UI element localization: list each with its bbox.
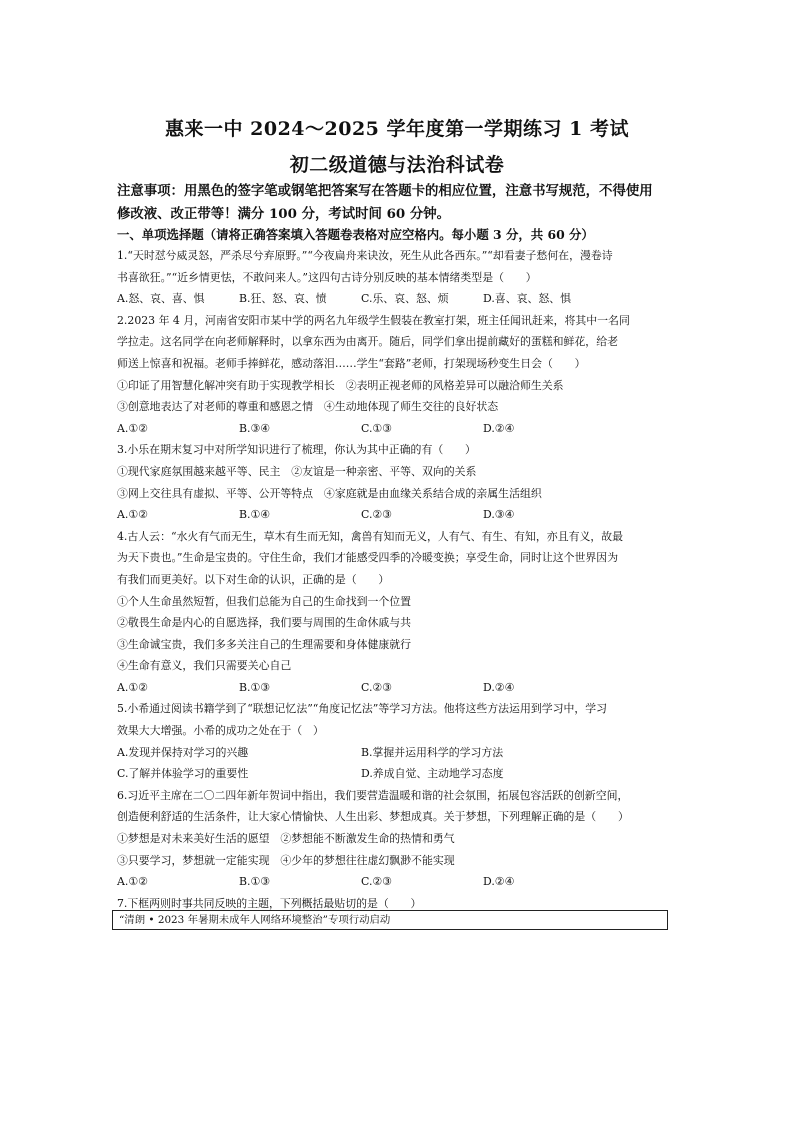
statement-line: ①个人生命虽然短暂，但我们总能为自己的生命找到一个位置 — [117, 594, 412, 608]
option-d: D.喜、哀、怒、惧 — [483, 292, 572, 306]
question-5 — [117, 698, 677, 784]
option-c: C.了解并体验学习的重要性 — [117, 767, 249, 781]
answer-options — [117, 871, 677, 893]
question-line: 3.小乐在期末复习中对所学知识进行了梳理，你认为其中正确的有（ ） — [117, 443, 476, 457]
section-heading: 一、单项选择题（请将正确答案填入答题卷表格对应空格内。每小题 3 分，共 60 分） — [117, 227, 594, 242]
exam-subtitle: 初二级道德与法治科试卷 — [289, 154, 505, 176]
statement-line: ①梦想是对未来美好生活的愿望 ②梦想能不断激发生命的热情和勇气 — [117, 832, 455, 846]
question-line: 2.2023 年 4 月，河南省安阳市某中学的两名九年级学生假装在教室打架，班主任闻讯赶来，将其中一名同 — [117, 313, 630, 327]
question-line: 师送上惊喜和祝福。老师手捧鲜花，感动落泪……学生“套路”老师，打架现场秒变生日会（ ） — [117, 356, 586, 370]
question-line: 5.小希通过阅读书籍学到了“联想记忆法”“角度记忆法”等学习方法。他将这些方法运用到学习中，学习 — [117, 702, 608, 716]
question-line: 6.习近平主席在二〇二四年新年贺词中指出，我们要营造温暖和谐的社会氛围，拓展包容活跃的创新空间， — [117, 788, 629, 802]
notice-line: 修改液、改正带等！满分 100 分，考试时间 60 分钟。 — [117, 206, 451, 222]
statement-line: ③生命诚宝贵，我们多多关注自己的生理需要和身体健康就行 — [117, 637, 412, 651]
notice-line: 注意事项：用黑色的签字笔或钢笔把答案写在答题卡的相应位置，注意书写规范，不得使用 — [117, 183, 653, 199]
answer-options — [117, 742, 677, 764]
question-line: 学拉走。这名同学在向老师解释时，以拿东西为由离开。随后，同学们拿出提前藏好的蛋糕和鲜花，给老 — [117, 335, 618, 349]
question-3 — [117, 439, 677, 525]
exam-title: 惠来一中 2024～2025 学年度第一学期练习 1 考试 — [165, 118, 629, 140]
question-2 — [117, 310, 677, 440]
option-a: A.发现并保持对学习的兴趣 — [117, 745, 249, 759]
option-c: C.②③ — [361, 875, 392, 889]
answer-options — [117, 288, 677, 310]
question-line: 7.下框两则时事共同反映的主题，下列概括最贴切的是（ ） — [117, 896, 422, 910]
statement-line: ②敬畏生命是内心的自愿选择，我们要与周围的生命休戚与共 — [117, 616, 412, 630]
question-6 — [117, 785, 677, 893]
option-d: D.②④ — [483, 875, 515, 889]
option-d: D.③④ — [483, 508, 515, 522]
question-line: 有我们而更美好。以下对生命的认识，正确的是（ ） — [117, 572, 390, 586]
question-line: 创造便利舒适的生活条件，让大家心情愉快、人生出彩、梦想成真。关于梦想，下列理解正确的是（ ） — [117, 810, 629, 824]
option-a: A.①② — [117, 875, 148, 889]
questions-body — [117, 245, 677, 914]
question-line: 效果大大增强。小希的成功之处在于（ ） — [117, 724, 324, 738]
option-a: A.①② — [117, 680, 148, 694]
question-line: 4.古人云：“水火有气而无生，草木有生而无知，禽兽有知而无义，人有气、有生、有知，亦且有义，故最 — [117, 529, 624, 543]
option-c: C.②③ — [361, 508, 392, 522]
option-b: B.掌握并运用科学的学习方法 — [361, 745, 504, 759]
option-b: B.①④ — [239, 508, 270, 522]
statement-line: ④生命有意义，我们只需要关心自己 — [117, 659, 292, 673]
question-line: 1.“天时怼兮威灵怒，严杀尽兮弃原野。”“今夜扁舟来诀汝，死生从此各西东。”“却看妻子愁何在，漫卷诗 — [117, 249, 613, 262]
question-line: 为天下贵也。”生命是宝贵的。守住生命，我们才能感受四季的冷暖变换；享受生命，同时让这个世界因为 — [117, 551, 619, 565]
statement-line: ③网上交往具有虚拟、平等、公开等特点 ④家庭就是由血缘关系结合成的亲属生活组织 — [117, 486, 542, 500]
option-c: C.乐、哀、怒、烦 — [361, 292, 449, 306]
statement-line: ①印证了用智慧化解冲突有助于实现教学相长 ②表明正视老师的风格差异可以融洽师生关系 — [117, 378, 564, 392]
option-a: A.怒、哀、喜、惧 — [117, 292, 205, 306]
option-d: D.养成自觉、主动地学习态度 — [361, 767, 504, 781]
statement-line: ③创意地表达了对老师的尊重和感恩之情 ④生动地体现了师生交往的良好状态 — [117, 400, 499, 414]
option-d: D.②④ — [483, 421, 515, 435]
option-c: C.①③ — [361, 421, 392, 435]
option-b: B.狂、怒、哀、愤 — [239, 292, 327, 306]
statement-line: ③只要学习，梦想就一定能实现 ④少年的梦想往往虚幻飘渺不能实现 — [117, 853, 455, 867]
answer-options — [117, 763, 677, 785]
question-1 — [117, 245, 677, 310]
notice-block — [117, 180, 677, 226]
option-b: B.①③ — [239, 680, 270, 694]
option-b: B.③④ — [239, 421, 270, 435]
question-4 — [117, 526, 677, 699]
option-b: B.①③ — [239, 875, 270, 889]
option-c: C.②③ — [361, 680, 392, 694]
answer-options — [117, 504, 677, 526]
news-box: “清朗 • 2023 年暑期未成年人网络环境整治”专项行动启动 — [112, 910, 668, 930]
statement-line: ①现代家庭氛围越来越平等、民主 ②友谊是一种亲密、平等、双向的关系 — [117, 464, 477, 478]
option-a: A.①② — [117, 508, 148, 522]
answer-options — [117, 418, 677, 440]
option-d: D.②④ — [483, 680, 515, 694]
question-line: 书喜欲狂。”“近乡情更怯，不敢问来人。”这四句古诗分别反映的基本情绪类型是（ ） — [117, 270, 537, 284]
answer-options — [117, 677, 677, 699]
option-a: A.①② — [117, 421, 148, 435]
